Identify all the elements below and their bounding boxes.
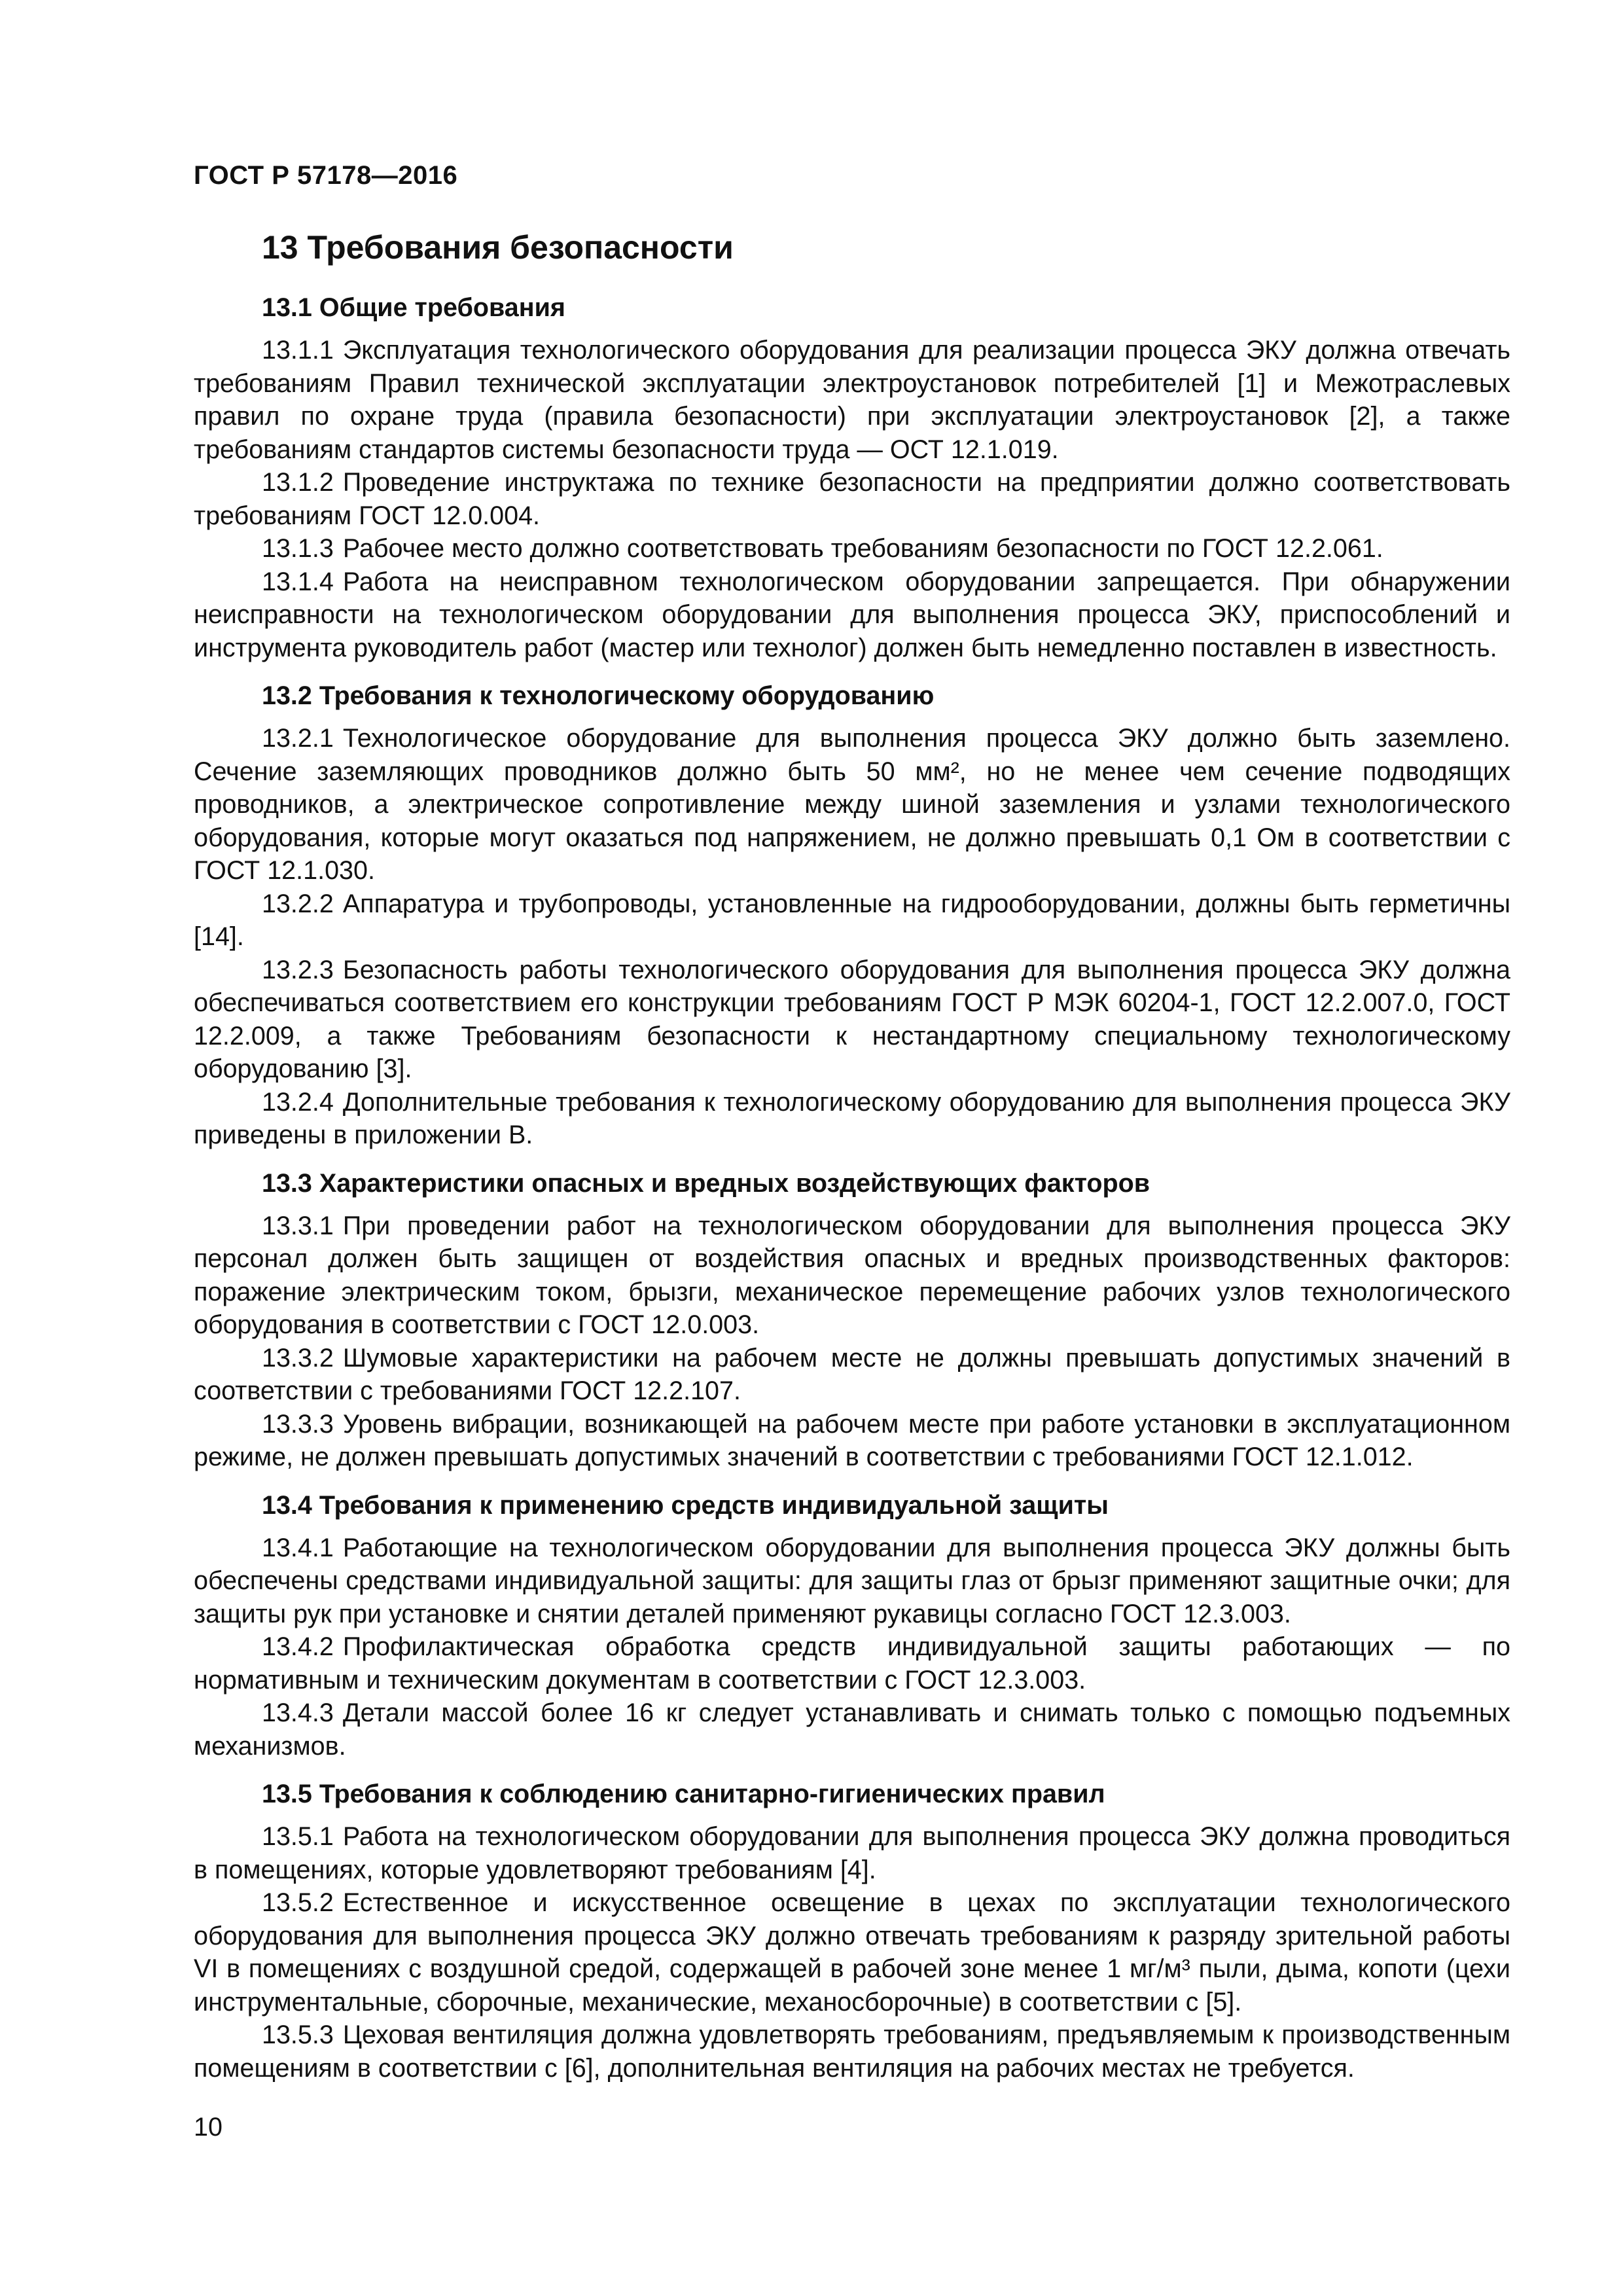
paragraph	[194, 532, 1510, 565]
paragraph	[194, 565, 1510, 665]
paragraph	[194, 334, 1510, 466]
paragraph	[194, 1696, 1510, 1763]
subsection-title: 13.5 Требования к соблюдению санитарно-гигиенических правил	[262, 1780, 1105, 1808]
paragraph	[194, 1408, 1510, 1474]
paragraph	[194, 888, 1510, 954]
paragraph-number: 13.2.4	[262, 1087, 334, 1117]
paragraph-text: Работа на технологическом оборудовании для выполнения процесса ЭКУ должна проводиться в помещениях, которые удовлетворяют требованиям [4].	[194, 1822, 1510, 1884]
paragraph-text: Профилактическая обработка средств индивидуальной защиты работающих — по нормативным и техническим документам в соответствии с ГОСТ 12.3.003.	[194, 1632, 1510, 1695]
paragraph-text: Рабочее место должно соответствовать требованиям безопасности по ГОСТ 12.2.061.	[342, 534, 1383, 563]
paragraph-number: 13.1.1	[262, 336, 334, 365]
paragraph-number: 13.2.1	[262, 724, 334, 753]
paragraph-number: 13.5.1	[262, 1822, 334, 1851]
paragraph-text: Шумовые характеристики на рабочем месте не должны превышать допустимых значений в соответствии с требованиями ГОСТ 12.2.107.	[194, 1343, 1510, 1405]
paragraph-number: 13.4.1	[262, 1533, 334, 1562]
paragraph-number: 13.3.3	[262, 1409, 334, 1439]
paragraph-number: 13.4.2	[262, 1632, 334, 1661]
paragraph	[194, 466, 1510, 532]
paragraph	[194, 722, 1510, 888]
paragraph-number: 13.4.3	[262, 1698, 334, 1727]
paragraph	[194, 1886, 1510, 2018]
paragraph-number: 13.1.2	[262, 468, 334, 497]
paragraph-text: Аппаратура и трубопроводы, установленные на гидрооборудовании, должны быть герметичны [14].	[194, 889, 1510, 951]
paragraph-number: 13.2.2	[262, 889, 334, 918]
paragraph-text: Технологическое оборудование для выполнения процесса ЭКУ должно быть заземлено. Сечение заземляющих проводников должно быть 50 мм², но не менее чем сечение подводящих проводников, а электрическое сопротивление между шиной заземления и узлами технологического оборудования, которые могут оказаться под напряжением, не должно превышать 0,1 Ом в соответствии с ГОСТ 12.1.030.	[194, 724, 1510, 885]
paragraph-number: 13.2.3	[262, 955, 334, 984]
paragraph-text: Эксплуатация технологического оборудования для реализации процесса ЭКУ должна отвечать требованиям Правил технической эксплуатации электроустановок потребителей [1] и Межотраслевых правил по охране труда (правила безопасности) при эксплуатации электроустановок [2], а также требованиям стандартов системы безопасности труда — ОСТ 12.1.019.	[194, 336, 1510, 464]
paragraph	[194, 2018, 1510, 2085]
paragraph	[194, 954, 1510, 1086]
paragraph-number: 13.3.1	[262, 1211, 334, 1240]
paragraph-text: Работающие на технологическом оборудовании для выполнения процесса ЭКУ должны быть обеспечены средствами индивидуальной защиты: для защиты глаз от брызг применяют защитные очки; для защиты рук при установке и снятии деталей применяют рукавицы согласно ГОСТ 12.3.003.	[194, 1533, 1510, 1628]
paragraph-text: Детали массой более 16 кг следует устанавливать и снимать только с помощью подъемных механизмов.	[194, 1698, 1510, 1761]
document-code: ГОСТ Р 57178—2016	[194, 161, 458, 190]
subsection-title: 13.3 Характеристики опасных и вредных воздействующих факторов	[262, 1168, 1150, 1198]
paragraph-text: Уровень вибрации, возникающей на рабочем месте при работе установки в эксплуатационном режиме, не должен превышать допустимых значений в соответствии с требованиями ГОСТ 12.1.012.	[194, 1409, 1510, 1471]
subsection-title: 13.4 Требования к применению средств индивидуальной защиты	[262, 1490, 1109, 1520]
paragraph	[194, 1820, 1510, 1886]
paragraph-text: Проведение инструктажа по технике безопасности на предприятии должно соответствовать требованиям ГОСТ 12.0.004.	[194, 468, 1510, 530]
page-content	[194, 226, 1510, 2085]
paragraph	[194, 1630, 1510, 1696]
paragraph-number: 13.1.4	[262, 567, 334, 596]
subsection-title: 13.2 Требования к технологическому оборудованию	[262, 681, 935, 710]
paragraph-number: 13.5.3	[262, 2020, 334, 2049]
paragraph	[194, 1086, 1510, 1152]
paragraph-text: При проведении работ на технологическом оборудовании для выполнения процесса ЭКУ персонал должен быть защищен от воздействия опасных и вредных производственных факторов: поражение электрическим током, брызги, механическое перемещение рабочих узлов технологического оборудования в соответствии с ГОСТ 12.0.003.	[194, 1211, 1510, 1339]
paragraph	[194, 1210, 1510, 1342]
paragraph-text: Безопасность работы технологического оборудования для выполнения процесса ЭКУ должна обеспечиваться соответствием его конструкции требованиям ГОСТ Р МЭК 60204-1, ГОСТ 12.2.007.0, ГОСТ 12.2.009, а также Требованиям безопасности к нестандартному специальному технологическому оборудованию [3].	[194, 955, 1510, 1083]
paragraph-text: Естественное и искусственное освещение в цехах по эксплуатации технологического оборудования для выполнения процесса ЭКУ должно отвечать требованиям к разряду зрительной работы VI в помещениях с воздушной средой, содержащей в рабочей зоне менее 1 мг/м³ пыли, дыма, копоти (цехи инструментальные, сборочные, механические, механосборочные) в соответствии с [5].	[194, 1888, 1510, 2017]
paragraph	[194, 1532, 1510, 1631]
subsection-title: 13.1 Общие требования	[262, 293, 565, 322]
section-title: 13 Требования безопасности	[262, 229, 734, 266]
page-number: 10	[194, 2113, 223, 2142]
paragraph-text: Работа на неисправном технологическом оборудовании запрещается. При обнаружении неисправности на технологическом оборудовании для выполнения процесса ЭКУ, приспособлений и инструмента руководитель работ (мастер или технолог) должен быть немедленно поставлен в известность.	[194, 567, 1510, 662]
paragraph-number: 13.1.3	[262, 534, 334, 563]
paragraph	[194, 1342, 1510, 1408]
paragraph-number: 13.5.2	[262, 1888, 334, 1917]
paragraph-text: Дополнительные требования к технологическому оборудованию для выполнения процесса ЭКУ приведены в приложении В.	[194, 1087, 1510, 1149]
paragraph-number: 13.3.2	[262, 1343, 334, 1372]
paragraph-text: Цеховая вентиляция должна удовлетворять требованиям, предъявляемым к производственным помещениям в соответствии с [6], дополнительная вентиляция на рабочих местах не требуется.	[194, 2020, 1510, 2083]
